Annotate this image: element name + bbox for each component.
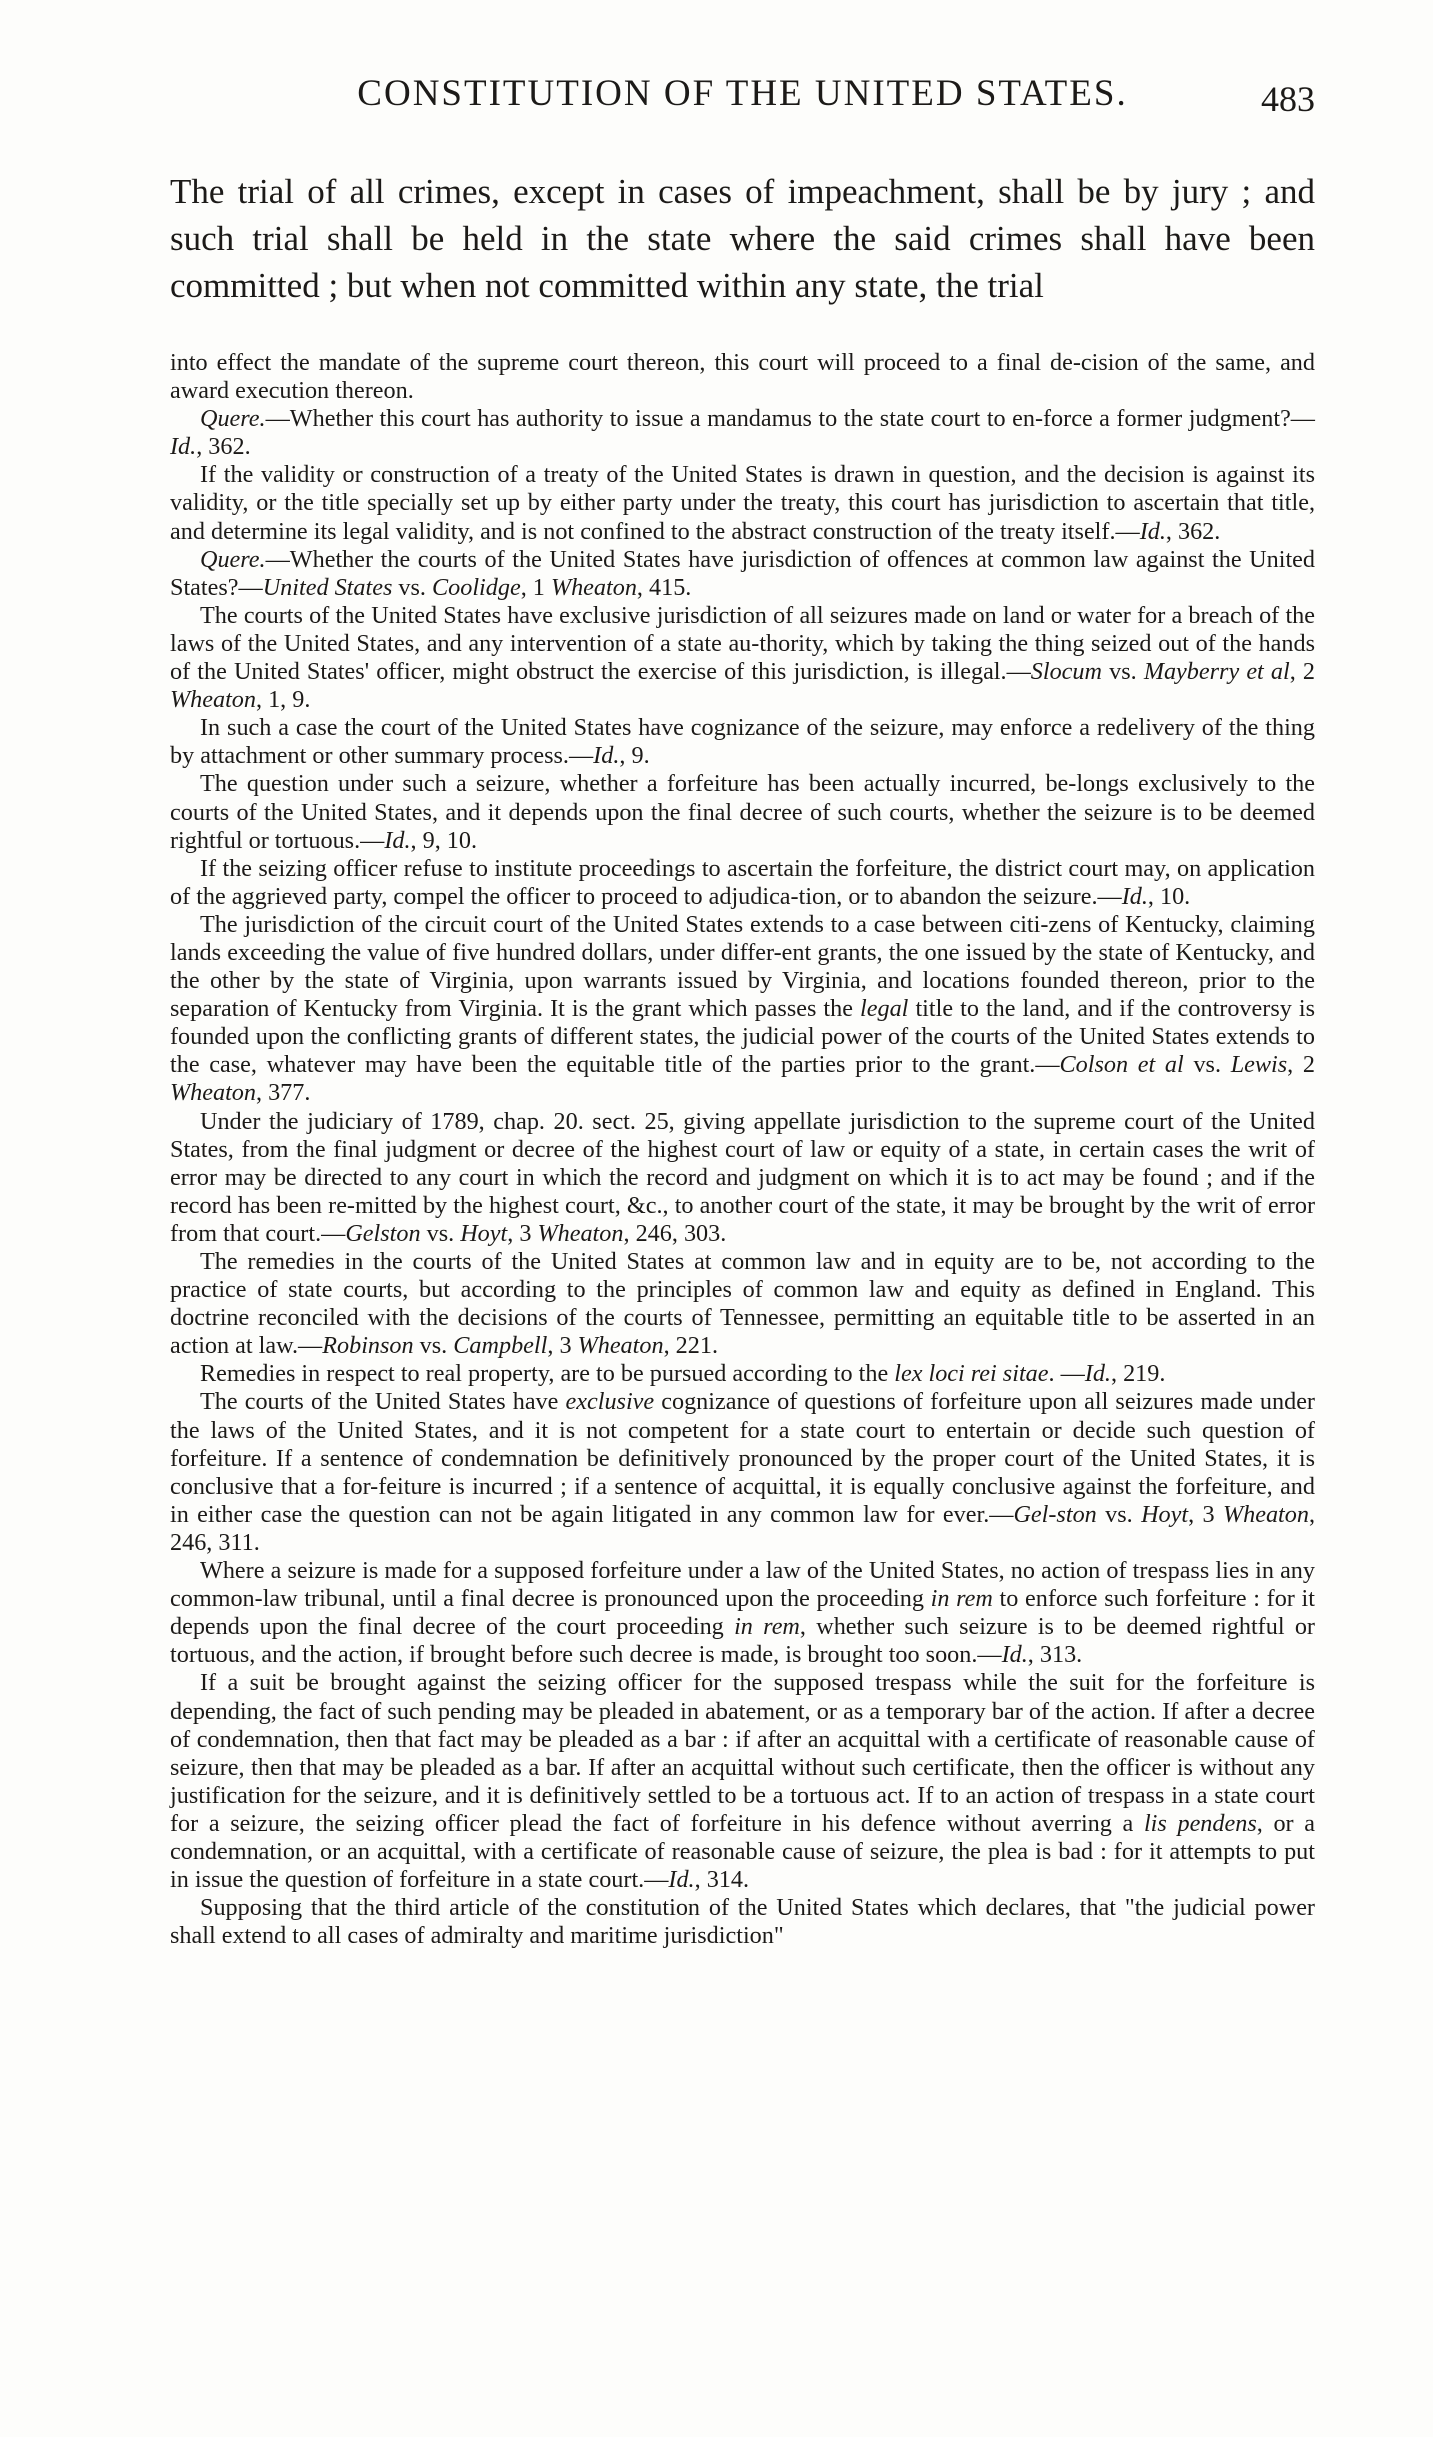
note-paragraph bbox=[170, 349, 1315, 405]
note-text: If the validity or construction of a treaty of the United States is drawn in question, and the decision is against its validity, or the title specially set up by either party under the treaty, this court has jurisdiction to ascertain that title, and determine its legal validity, and is not confined to the abstract construction of the treaty itself.— bbox=[170, 461, 1315, 545]
note-text: , 377. bbox=[255, 1079, 311, 1107]
note-italic-text: Wheaton bbox=[170, 686, 256, 714]
note-italic-text: United States bbox=[262, 573, 393, 601]
note-italic-text: in rem bbox=[930, 1585, 993, 1613]
note-italic-text: legal bbox=[860, 995, 909, 1023]
note-paragraph bbox=[170, 546, 1315, 602]
note-italic-text: Lewis bbox=[1230, 1051, 1288, 1079]
note-paragraph bbox=[170, 1360, 1315, 1388]
note-paragraph bbox=[170, 855, 1315, 911]
note-italic-text: Id. bbox=[1001, 1641, 1028, 1669]
note-italic-text: Wheaton bbox=[537, 1219, 624, 1247]
note-text: , 313. bbox=[1027, 1641, 1083, 1669]
note-text: title to the land, and if the controversy is founded upon the conflicting grants of different states, the judicial power of the courts of the United States extends to the case, whatever may have been the equitable title of the parties prior to the grant.— bbox=[170, 995, 1315, 1079]
note-paragraph bbox=[170, 1894, 1315, 1950]
note-text: If a suit be brought against the seizing officer for the supposed trespass while the suit for the forfeiture is depending, the fact of such pending may be pleaded in abatement, or as a temporary bar of the action. If after a decree of condemnation, then that fact may be pleaded as a bar : if after an acquittal with a certificate of reasonable cause of seizure, then that may be pleaded as a bar. If after an acquittal without such certificate, then the officer is without any justification for the seizure, and it is definitively settled to be a tortuous act. If to an action of trespass in a state court for a seizure, the seizing officer plead the fact of forfeiture in his defence without averring a bbox=[170, 1669, 1315, 1837]
note-text: vs. bbox=[1096, 1500, 1142, 1528]
note-text: Remedies in respect to real property, are to be pursued according to the bbox=[200, 1360, 895, 1388]
note-italic-text: lis pendens bbox=[1143, 1809, 1257, 1837]
page-header bbox=[170, 72, 1315, 128]
annotation-notes bbox=[170, 349, 1315, 1950]
note-text: Where a seizure is made for a supposed forfeiture under a law of the United States, no action of trespass lies in any common-law tribunal, until a final decree is pronounced upon the proceeding bbox=[170, 1557, 1315, 1613]
note-text: , 10. bbox=[1147, 882, 1191, 910]
note-paragraph bbox=[170, 1557, 1315, 1669]
note-text: to enforce such forfeiture : for it depends upon the final decree of the court proceeding bbox=[170, 1585, 1315, 1641]
note-text: , or a condemnation, or an acquittal, with a certificate of reasonable cause of seizure, the plea is bad : for it attempts to put in issue the question of forfeiture in a state court.— bbox=[170, 1809, 1315, 1894]
note-text: , 1, 9. bbox=[255, 686, 311, 714]
note-paragraph bbox=[170, 911, 1315, 1108]
note-italic-text: Wheaton bbox=[170, 1079, 256, 1107]
note-text: , 3 bbox=[1188, 1500, 1223, 1528]
note-text: The courts of the United States have exclusive jurisdiction of all seizures made on land or water for a breach of the laws of the United States, and any intervention of a state au-thority, which by taking the thing seized out of the hands of the United States' officer, might obstruct the exercise of this jurisdiction, is illegal.— bbox=[170, 601, 1315, 686]
note-text: vs. bbox=[1101, 658, 1144, 686]
note-text: , 9. bbox=[619, 742, 650, 770]
note-italic-text: Id. bbox=[668, 1866, 695, 1894]
note-text: vs. bbox=[413, 1332, 454, 1360]
page-number: 483 bbox=[1261, 79, 1315, 119]
note-text: vs. bbox=[1183, 1051, 1231, 1079]
note-text: , 221. bbox=[663, 1332, 718, 1360]
note-italic-text: Coolidge bbox=[432, 573, 521, 601]
note-paragraph bbox=[170, 1248, 1315, 1360]
note-text: The courts of the United States have bbox=[200, 1388, 566, 1416]
note-italic-text: Quere. bbox=[200, 405, 266, 433]
note-paragraph bbox=[170, 1669, 1315, 1894]
running-title: CONSTITUTION OF THE UNITED STATES. bbox=[357, 73, 1128, 114]
note-italic-text: Wheaton bbox=[577, 1332, 664, 1360]
note-text: into effect the mandate of the supreme court thereon, this court will proceed to a final de-cision of the same, and award execution thereon. bbox=[170, 349, 1315, 405]
note-text: , 362. bbox=[1165, 517, 1221, 545]
note-italic-text: Robinson bbox=[322, 1332, 414, 1360]
note-italic-text: Wheaton bbox=[1222, 1500, 1309, 1528]
note-italic-text: Colson et al bbox=[1059, 1051, 1184, 1079]
note-italic-text: Wheaton bbox=[550, 573, 637, 601]
note-paragraph bbox=[170, 602, 1315, 714]
note-italic-text: Slocum bbox=[1030, 658, 1102, 686]
note-text: If the seizing officer refuse to institute proceedings to ascertain the forfeiture, the district court may, on application of the aggrieved party, compel the officer to proceed to adjudica-tion, or to abandon the seizure.— bbox=[170, 854, 1315, 910]
note-italic-text: Hoyt bbox=[1141, 1500, 1189, 1528]
note-text: In such a case the court of the United States have cognizance of the seizure, may enforce a redelivery of the thing by attachment or other summary process.— bbox=[170, 714, 1315, 770]
note-paragraph bbox=[170, 405, 1315, 461]
note-text: —Whether the courts of the United States have jurisdiction of offences at common law against the United States?— bbox=[170, 545, 1315, 601]
note-italic-text: Gel-ston bbox=[1013, 1500, 1097, 1528]
note-text: The jurisdiction of the circuit court of the United States extends to a case between citi-zens of Kentucky, claiming lands exceeding the value of five hundred dollars, under differ-ent grants, the one issued by the state of Kentucky, and the other by the state of Virginia, upon warrants issued by Virginia, and locations founded thereon, prior to the separation of Kentucky from Virginia. It is the grant which passes the bbox=[170, 910, 1315, 1023]
note-text: Under the judiciary of 1789, chap. 20. sect. 25, giving appellate jurisdiction to the supreme court of the United States, from the final judgment or decree of the highest court of law or equity of a state, in certain cases the writ of error may be directed to any court in which the record and judgment on which it is to act may be found ; and if the record has been re-mitted by the highest court, &c., to another court of the state, it may be brought by the writ of error from that court.— bbox=[170, 1107, 1315, 1247]
note-text: , 3 bbox=[547, 1332, 578, 1360]
note-text: The question under such a seizure, whether a forfeiture has been actually incurred, be-longs exclusively to the courts of the United States, and it depends upon the final decree of such courts, whether the seizure is to be deemed rightful or tortuous.— bbox=[170, 770, 1315, 854]
note-italic-text: Quere. bbox=[200, 545, 266, 573]
note-text: vs. bbox=[420, 1219, 461, 1247]
note-text: —Whether this court has authority to issue a mandamus to the state court to en-force a former judgment?— bbox=[265, 405, 1315, 433]
note-text: , 1 bbox=[520, 573, 551, 601]
note-text: The remedies in the courts of the United States at common law and in equity are to be, not according to the practice of state courts, but according to the principles of common law and equity as defined in England. This doctrine reconciled with the decisions of the courts of Tennessee, permitting an equitable title to be asserted in an action at law.— bbox=[170, 1248, 1315, 1360]
note-italic-text: Id. bbox=[384, 826, 411, 854]
note-text: . — bbox=[1048, 1360, 1085, 1388]
note-text: , 415. bbox=[636, 573, 692, 601]
note-italic-text: Campbell bbox=[453, 1332, 548, 1360]
note-paragraph bbox=[170, 714, 1315, 770]
note-italic-text: lex loci rei sitae bbox=[894, 1360, 1049, 1388]
note-italic-text: Mayberry et al bbox=[1143, 658, 1290, 686]
note-italic-text: Id. bbox=[170, 433, 197, 461]
note-paragraph bbox=[170, 461, 1315, 545]
note-text: , 246, 303. bbox=[623, 1219, 727, 1247]
note-italic-text: Id. bbox=[593, 742, 620, 770]
note-text: , 3 bbox=[507, 1219, 538, 1247]
note-text: , 219. bbox=[1110, 1360, 1166, 1388]
note-text: Supposing that the third article of the constitution of the United States which declares, that "the judicial power shall extend to all cases of admiralty and maritime jurisdiction" bbox=[170, 1894, 1315, 1950]
note-text: , whether such seizure is to be deemed rightful or tortuous, and the action, if brought before such decree is made, is brought too soon.— bbox=[170, 1613, 1315, 1669]
main-text-paragraph: The trial of all crimes, except in cases of impeachment, shall be by jury ; and such trial shall be held in the state where the said crimes shall have been committed ; but when not committed within any state, the trial bbox=[170, 172, 1315, 305]
note-paragraph bbox=[170, 770, 1315, 854]
note-text: , 314. bbox=[694, 1866, 750, 1894]
note-italic-text: Id. bbox=[1084, 1360, 1111, 1388]
note-text: , 2 bbox=[1287, 1051, 1316, 1079]
note-italic-text: Gelston bbox=[345, 1219, 421, 1247]
note-text: , 9, 10. bbox=[410, 826, 478, 854]
note-text: , 2 bbox=[1289, 658, 1315, 686]
note-text: , 246, 311. bbox=[170, 1500, 1315, 1556]
note-paragraph bbox=[170, 1108, 1315, 1248]
note-italic-text: exclusive bbox=[565, 1388, 655, 1416]
document-page bbox=[170, 72, 1315, 1950]
note-text: cognizance of questions of forfeiture upon all seizures made under the laws of the United States, and it is not competent for a state court to entertain or decide such question of forfeiture. If a sentence of condemnation be definitively pronounced by the proper court of the United States, it is conclusive that a for-feiture is incurred ; if a sentence of acquittal, it is equally conclusive against the forfeiture, and in either case the question can not be again litigated in any common law for ever.— bbox=[170, 1388, 1315, 1528]
note-paragraph bbox=[170, 1388, 1315, 1557]
note-italic-text: in rem bbox=[734, 1613, 800, 1641]
note-italic-text: Hoyt bbox=[460, 1219, 508, 1247]
note-text: , 362. bbox=[196, 433, 251, 461]
note-text: vs. bbox=[392, 573, 433, 601]
note-italic-text: Id. bbox=[1139, 517, 1166, 545]
note-italic-text: Id. bbox=[1121, 882, 1148, 910]
